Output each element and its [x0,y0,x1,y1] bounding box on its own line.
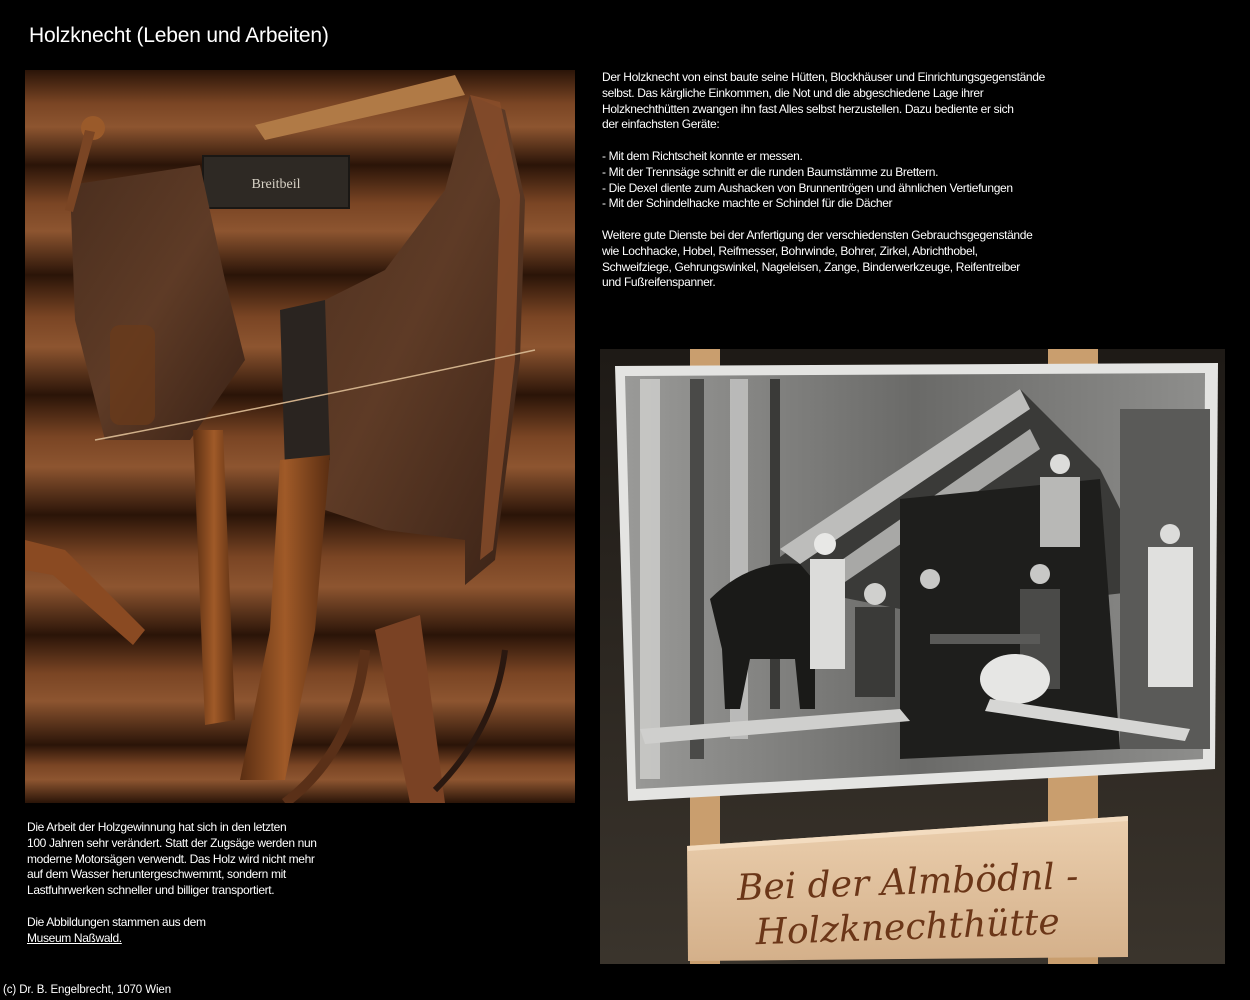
history-line: auf dem Wasser heruntergeschwemmt, sondern mit [27,867,286,882]
intro-line: Der Holzknecht von einst baute seine Hütten, Blockhäuser und Einrichtungsgegenstände [602,70,1045,84]
axes-illustration [25,70,575,803]
more-tools-line: und Fußreifenspanner. [602,275,716,290]
more-tools-line: wie Lochhacke, Hobel, Reifmesser, Bohrwinde, Bohrer, Zirkel, Abrichthobel, [602,243,978,258]
tool-list-item: - Die Dexel diente zum Aushacken von Brunnentrögen und ähnlichen Vertiefungen [602,180,1013,195]
more-tools-line: Weitere gute Dienste bei der Anfertigung der verschiedensten Gebrauchsgegenstände [602,227,1033,242]
tool-list-item: - Mit dem Richtscheit konnte er messen. [602,148,803,163]
intro-line: selbst. Das kärgliche Einkommen, die Not und die abgeschiedene Lage ihrer [602,85,984,100]
breitbeil-sign-label: Breitbeil [251,177,301,192]
image-credit: Die Abbildungen stammen aus dem [27,914,206,929]
sign-line-1: Bei der Almbödnl - [736,856,1079,909]
history-line: Die Arbeit der Holzgewinnung hat sich in den letzten [27,820,287,834]
page-title: Holzknecht (Leben und Arbeiten) [29,24,329,47]
tool-list-item: - Mit der Trennsäge schnitt er die runden Baumstämme zu Brettern. [602,164,939,179]
history-line: Lastfuhrwerken schneller und billiger transportiert. [27,883,275,898]
photo-axes-on-log-wall [25,70,575,803]
sign-line-2: Holzknechthütte [754,901,1061,954]
more-tools-line: Schweifziege, Gehrungswinkel, Nageleisen, Zange, Binderwerkzeuge, Reifentreiber [602,259,1020,274]
copyright-footer: (c) Dr. B. Engelbrecht, 1070 Wien [3,984,171,996]
photo-holzknechthuette [600,349,1225,964]
history-line: 100 Jahren sehr verändert. Statt der Zugsäge werden nun [27,835,317,850]
tool-list-item: - Mit der Schindelhacke machte er Schindel für die Dächer [602,196,893,211]
intro-line: der einfachsten Geräte: [602,117,720,132]
history-line: moderne Motorsägen verwendt. Das Holz wird nicht mehr [27,851,315,866]
intro-line: Holzknechthütten zwangen ihn fast Alles selbst herzustellen. Dazu bediente er sich [602,101,1014,116]
history-text-block [27,820,387,946]
museum-link[interactable]: Museum Naßwald. [27,930,122,945]
hut-photo-illustration [600,349,1225,964]
intro-text-block [602,70,1092,291]
